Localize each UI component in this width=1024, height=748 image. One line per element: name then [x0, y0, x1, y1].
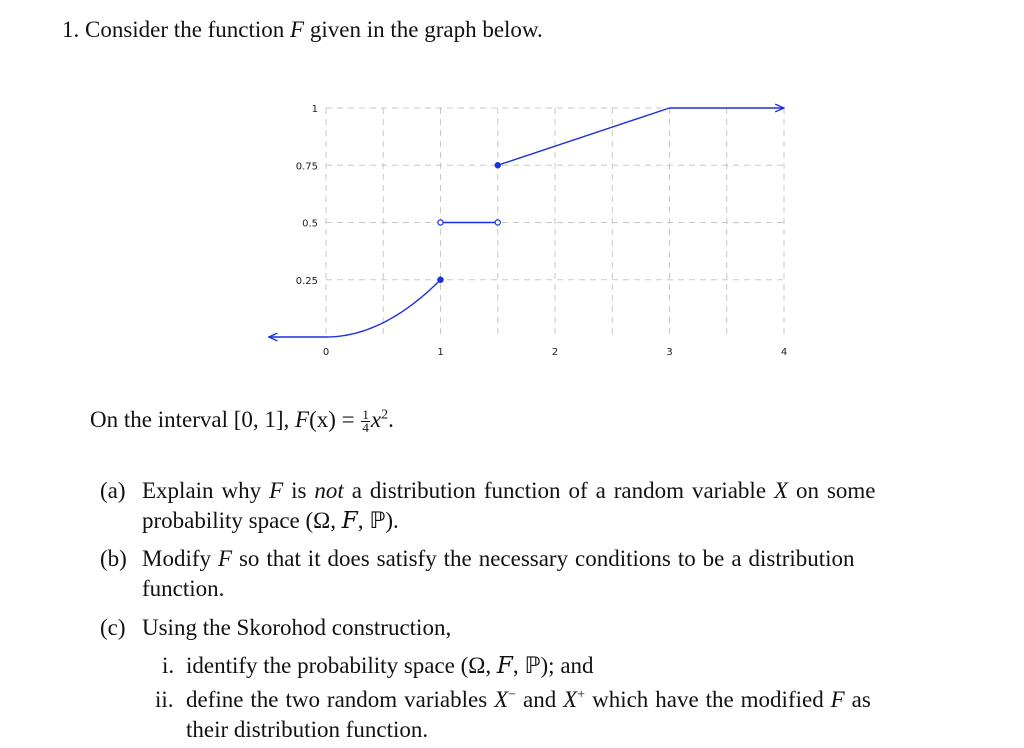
interval-func: F	[295, 407, 310, 432]
part-c-i-P: ℙ	[524, 653, 541, 679]
segment-rising-line	[498, 108, 670, 165]
x-tick-label: 2	[551, 347, 559, 358]
part-c-ii-Xm: X	[494, 687, 509, 712]
part-a-line1	[142, 476, 876, 506]
part-a-script-F: F	[341, 508, 358, 534]
part-a-comma: ,	[357, 508, 370, 533]
part-c-ii-t3: which have the modified	[585, 687, 831, 712]
part-b-t2: so that it does satisfy the necessary conditions to be a distribution	[232, 546, 855, 571]
part-c-label: (c)	[100, 615, 126, 640]
question-intro-pre: Consider the function	[85, 17, 291, 42]
grid	[326, 108, 784, 337]
part-a-not: not	[314, 478, 344, 503]
x-tick-label: 3	[666, 347, 673, 358]
part-c-ii-minus: −	[508, 687, 517, 703]
part-a-t4: on some	[788, 478, 876, 503]
part-a-t3: a distribution function of a random variable	[343, 478, 774, 503]
filled-point	[437, 277, 443, 283]
y-tick-label: 0.25	[295, 275, 318, 287]
fraction-numerator: 1	[362, 407, 369, 423]
part-c-text: Using the Skorohod construction,	[142, 615, 452, 640]
part-c-i-t2: ); and	[540, 653, 594, 678]
open-point	[495, 220, 500, 225]
y-tick-label: 1	[311, 104, 318, 115]
y-tick-label: 0.75	[295, 161, 318, 173]
part-c-ii-t1: define the two random variables	[186, 687, 495, 712]
interval-arg: (x) =	[309, 407, 361, 432]
part-b-line1	[142, 544, 855, 574]
interval-text: On the interval [0, 1],	[90, 407, 296, 432]
part-c-ii-line2: their distribution function.	[186, 717, 429, 742]
part-a-t1: Explain why	[142, 478, 270, 503]
part-c-ii-t2: and	[516, 687, 564, 712]
x-tick-label: 1	[437, 347, 444, 358]
filled-point	[495, 162, 501, 168]
part-c-i-line	[186, 651, 594, 681]
part-b-label: (b)	[100, 546, 127, 571]
part-c-ii-plus: +	[577, 687, 586, 703]
part-c-ii-Xp: X	[563, 687, 578, 712]
question-intro-post: given in the graph below.	[304, 17, 543, 42]
part-c-ii-line1	[186, 685, 871, 715]
fraction-denominator: 4	[362, 420, 369, 436]
y-tick-label: 0.5	[302, 218, 318, 230]
part-a-close: ).	[385, 508, 399, 533]
interval-definition	[90, 404, 394, 436]
part-c-ii-t4: as	[844, 687, 871, 712]
axis-ticks	[296, 104, 787, 358]
question-number: 1.	[62, 17, 80, 42]
part-c-ii-label: ii.	[155, 687, 174, 712]
function-symbol: F	[290, 17, 305, 42]
interval-end: .	[388, 407, 394, 432]
fraction	[361, 409, 370, 434]
part-c-i-label: i.	[162, 653, 175, 678]
part-b-F: F	[217, 546, 233, 571]
part-b-t1: Modify	[142, 546, 218, 571]
part-c-i-comma: ,	[512, 653, 525, 678]
part-a-P: ℙ	[369, 508, 386, 534]
part-c-i-t1: identify the probability space (Ω,	[186, 653, 497, 678]
part-a-line2-text: probability space (Ω,	[142, 508, 342, 533]
part-a-F: F	[269, 478, 284, 503]
open-point	[438, 220, 443, 225]
part-a-t2: is	[283, 478, 315, 503]
interval-var: x	[370, 407, 382, 432]
part-a-label: (a)	[100, 478, 126, 503]
part-a-X: X	[773, 478, 789, 503]
part-b-line2: function.	[142, 576, 225, 601]
part-c-ii-F: F	[830, 687, 845, 712]
x-tick-label: 4	[780, 347, 788, 358]
part-c-i-script-F: F	[496, 653, 513, 679]
x-tick-label: 0	[322, 347, 330, 358]
interval-exponent: 2	[381, 407, 389, 423]
part-a-line2	[142, 506, 399, 536]
